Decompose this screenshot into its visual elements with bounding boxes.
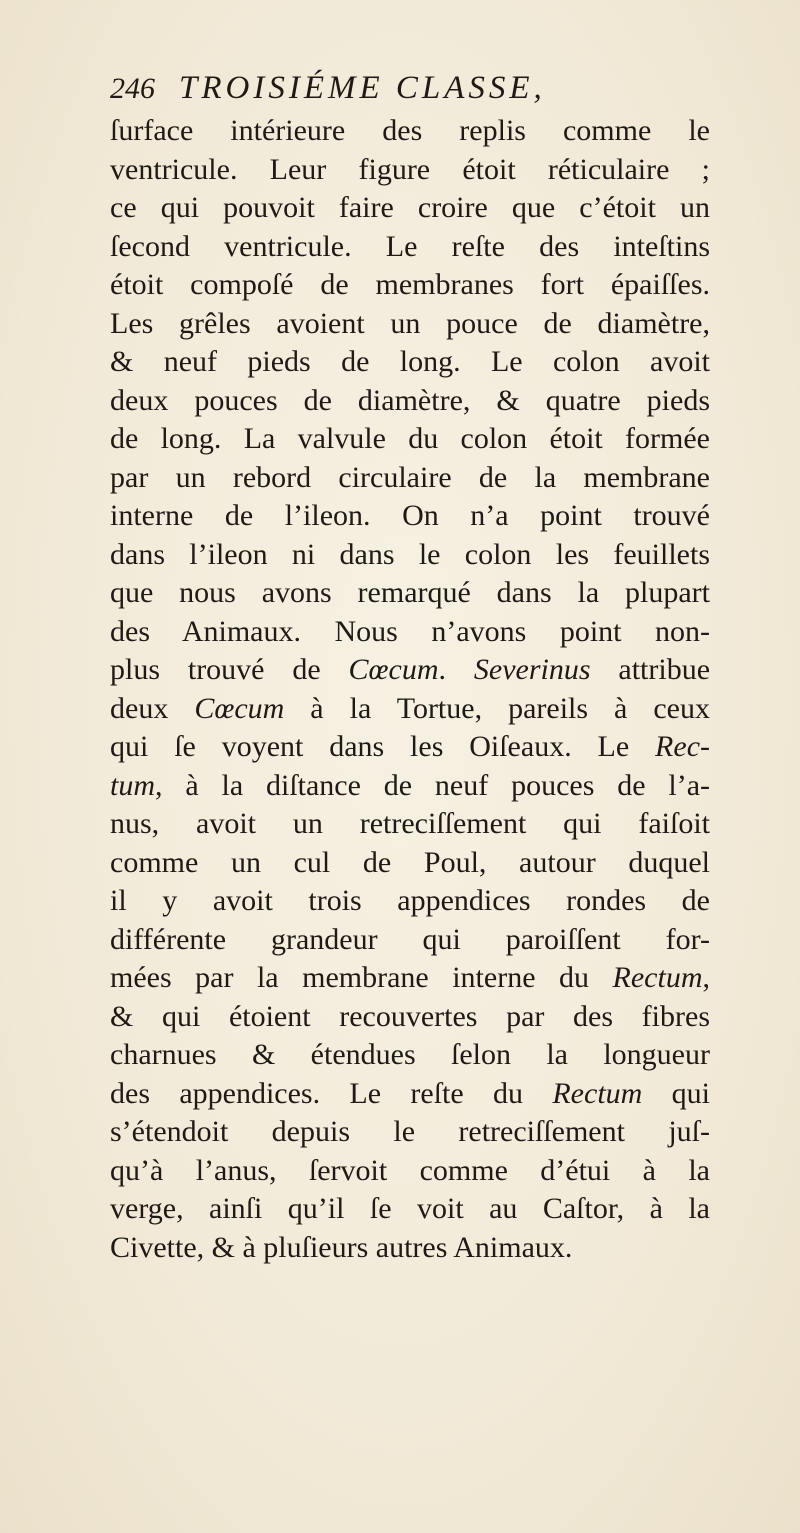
text-line: verge, ainſi qu’il ſe voit au Caſtor, à la [110, 1192, 710, 1225]
italic-term: tum [110, 768, 155, 802]
italic-term: Rec- [655, 730, 710, 763]
text-line: tum, à la diſtance de neuf pouces de l’a- [110, 768, 710, 802]
italic-term: Cœcum [194, 691, 285, 725]
italic-term: Rectum [552, 1076, 643, 1110]
running-title: TROISIÉME CLASSE, [179, 70, 546, 106]
italic-term: Rectum [612, 961, 703, 994]
text-line: Les grêles avoient un pouce de diamètre, [110, 306, 710, 340]
text-line: nus, avoit un retreciſſement qui faiſoit [110, 807, 710, 840]
page-header [110, 70, 700, 114]
italic-term: Cœcum [348, 653, 439, 686]
text-line: charnues & étendues ſelon la longueur [110, 1038, 710, 1071]
text-line: des Animaux. Nous n’avons point non- [110, 614, 710, 648]
text-line: ce qui pouvoit faire croire que c’étoit un [110, 191, 710, 224]
text-line: étoit compoſé de membranes fort épaiſſes. [110, 268, 710, 301]
text-line: deux pouces de diamètre, & quatre pieds [110, 383, 710, 417]
italic-term: Severinus [473, 653, 591, 686]
text-line: des appendices. Le reſte du Rectum qui [110, 1076, 710, 1110]
text-line: deux Cœcum à la Tortue, pareils à ceux [110, 691, 710, 725]
text-line: & neuf pieds de long. Le colon avoit [110, 345, 710, 378]
text-line: comme un cul de Poul, autour duquel [110, 845, 710, 879]
text-line: différente grandeur qui paroiſſent for- [110, 922, 710, 956]
text-line: dans l’ileon ni dans le colon les feuillets [110, 537, 710, 571]
text-line: ſecond ventricule. Le reſte des inteſtins [110, 229, 710, 263]
text-line: s’étendoit depuis le retreciſſement juſ- [110, 1115, 710, 1148]
text-line: plus trouvé de Cœcum. Severinus attribue [110, 653, 711, 686]
text-line: que nous avons remarqué dans la plupart [110, 576, 710, 609]
text-line: interne de l’ileon. On n’a point trouvé [110, 499, 710, 532]
text-line: il y avoit trois appendices rondes de [110, 884, 710, 917]
text-line: Civette, & à pluſieurs autres Animaux. [110, 1230, 573, 1264]
body-text [110, 112, 710, 1267]
text-line: ſurface intérieure des replis comme le [110, 114, 710, 147]
text-line: qu’à l’anus, ſervoit comme d’étui à la [110, 1153, 710, 1187]
text-line: ventricule. Leur figure étoit réticulaire ; [110, 152, 710, 186]
text-line: qui ſe voyent dans les Oiſeaux. Le Rec- [110, 730, 710, 763]
text-line: par un rebord circulaire de la membrane [110, 460, 710, 494]
text-line: de long. La valvule du colon étoit formée [110, 422, 710, 455]
page-number: 246 [110, 72, 155, 105]
text-line: mées par la membrane interne du Rectum, [110, 961, 710, 994]
text-line: & qui étoient recouvertes par des fibres [110, 999, 710, 1033]
